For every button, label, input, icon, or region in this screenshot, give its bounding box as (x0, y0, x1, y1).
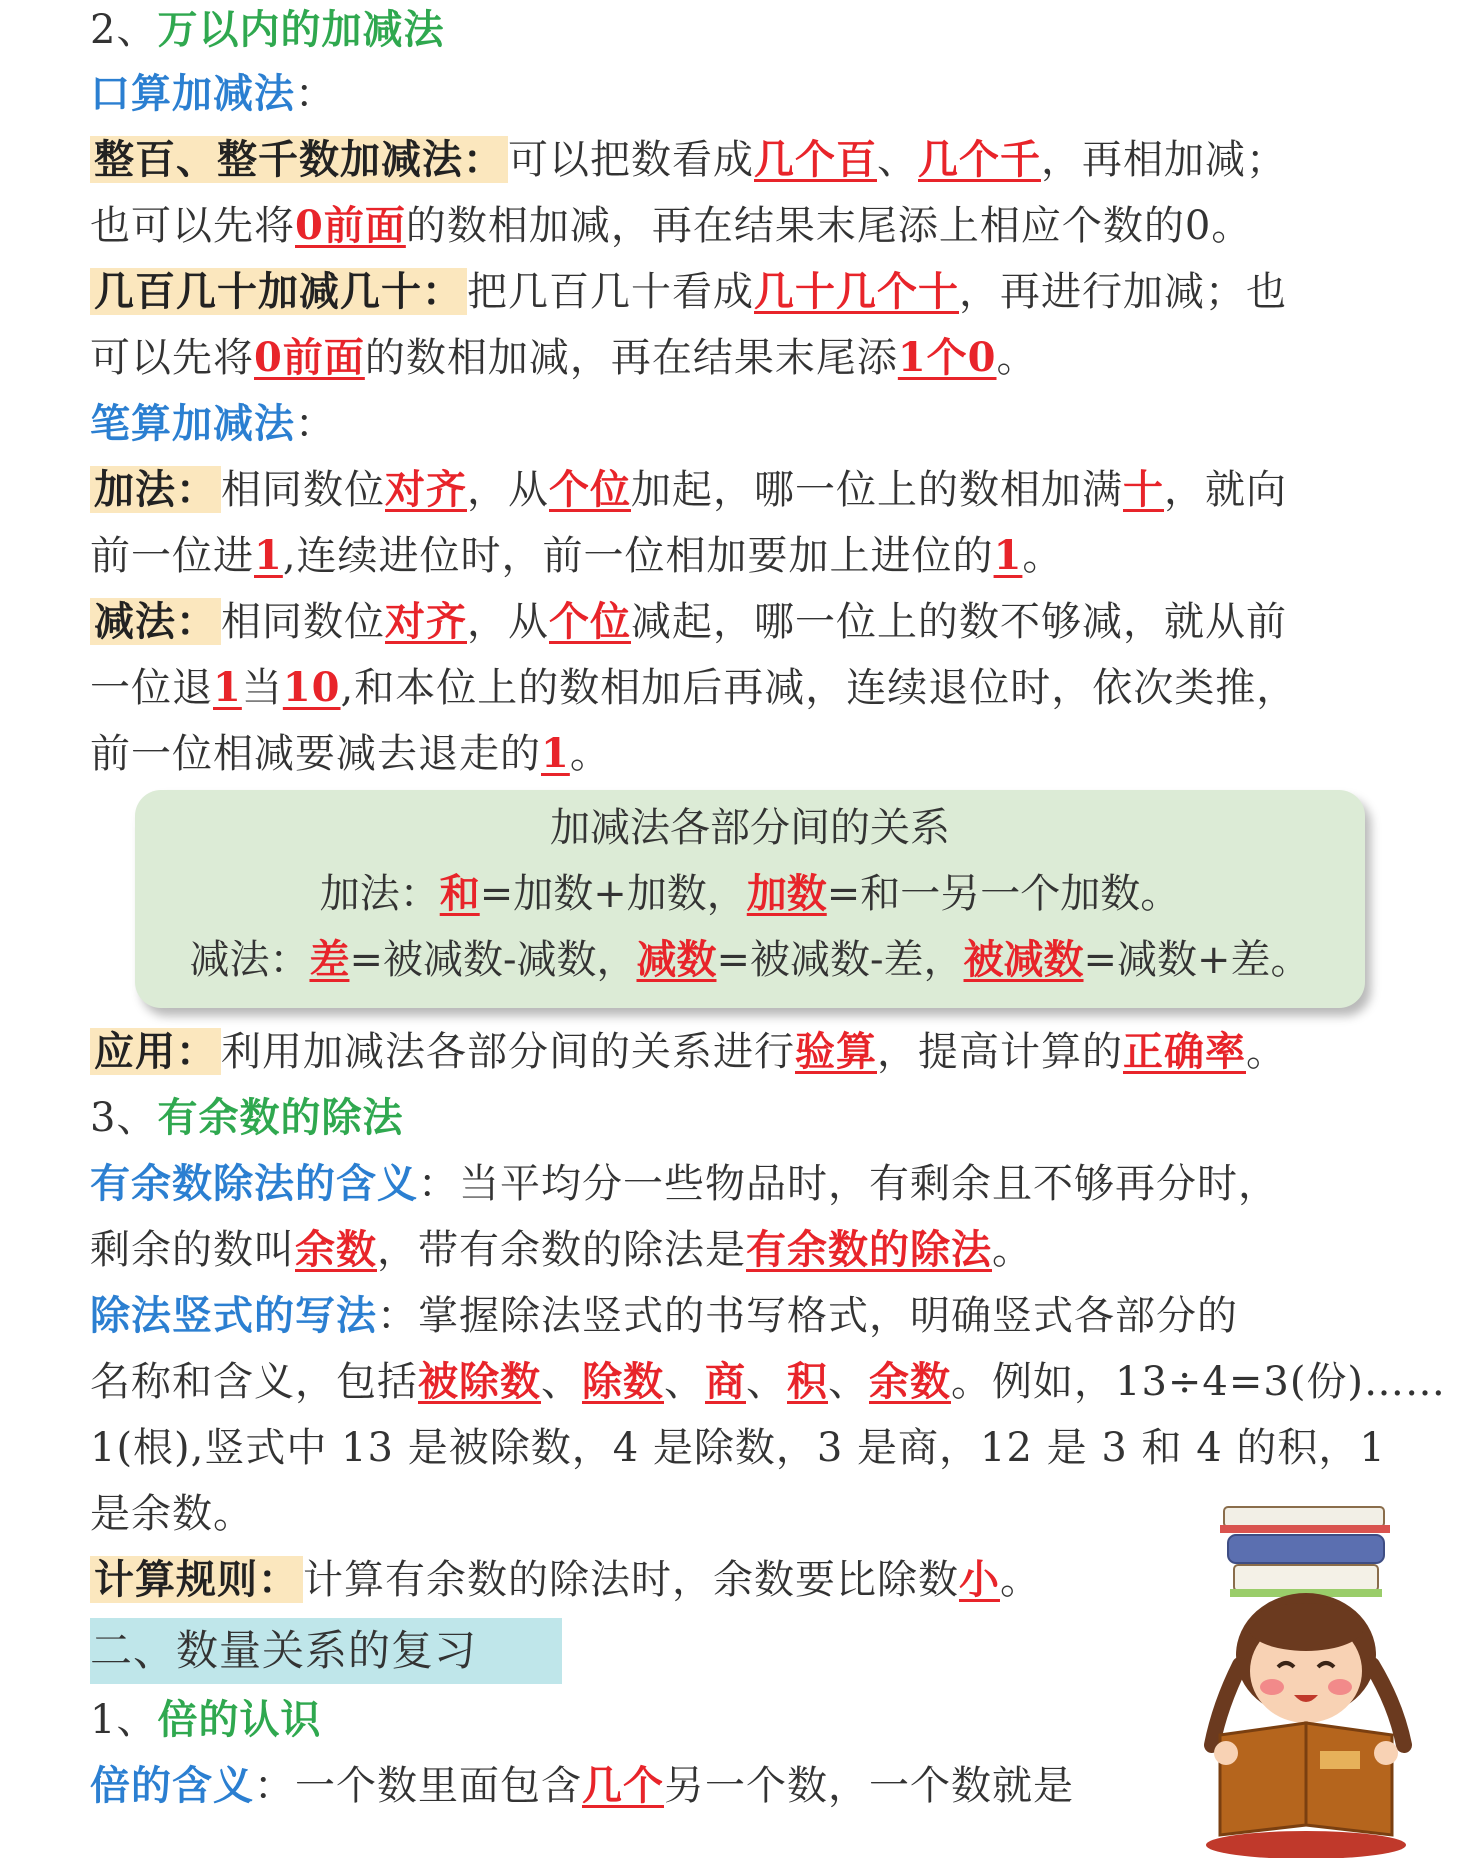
key-term: 积 (787, 1358, 828, 1405)
vertical-form-example-end: 是余数。 (90, 1491, 254, 1537)
key-term: 有余数的除法 (746, 1226, 992, 1273)
section-heading-2: 2、万以内的加减法 (90, 6, 445, 53)
key-term: 余数 (869, 1358, 951, 1405)
written-heading: 笔算加减法： (90, 400, 336, 447)
highlight-label: 加法： (90, 466, 221, 513)
key-term: 1 (213, 664, 242, 711)
section-heading-3: 3、有余数的除法 (90, 1094, 404, 1141)
highlight-label: 减法： (90, 598, 221, 645)
section-heading-1: 1、倍的认识 (90, 1696, 322, 1743)
key-term: 小 (959, 1556, 1000, 1603)
key-term: 验算 (795, 1028, 877, 1075)
key-term: 和 (439, 870, 480, 917)
highlight-label: 应用： (90, 1028, 221, 1075)
tens-para: 几百几十加减几十： 把几百几十看成几十几个十，再进行加减；也 (90, 262, 1287, 322)
key-term: 对齐 (385, 466, 467, 513)
section-title: 倍的认识 (157, 1696, 322, 1743)
key-term: 个位 (549, 598, 631, 645)
key-term: 十 (1123, 466, 1164, 513)
highlight-label: 几百几十加减几十： (90, 268, 467, 315)
whole-hundreds-para-cont: 也可以先将0前面的数相加减，再在结果末尾添上相应个数的0。 (90, 202, 1253, 249)
key-term: 1 (993, 532, 1023, 579)
key-term: 正确率 (1123, 1028, 1246, 1075)
key-term: 加数 (746, 870, 827, 917)
girl-reading-illustration (1190, 1495, 1430, 1858)
relationship-box (135, 790, 1365, 1008)
vertical-form-para: 除法竖式的写法：掌握除法竖式的书写格式，明确竖式各部分的 (90, 1292, 1238, 1339)
subtraction-para-end: 前一位相减要减去退走的1。 (90, 730, 611, 777)
key-term: 差 (309, 936, 350, 983)
key-term: 被除数 (418, 1358, 541, 1405)
key-term: 1 (254, 532, 283, 579)
subtraction-para-cont: 一位退1当10,和本位上的数相加后再减，连续退位时，依次类推， (90, 664, 1298, 711)
subtraction-para: 减法： 相同数位对齐，从个位减起，哪一位上的数不够减，就从前 (90, 592, 1287, 652)
whole-hundreds-para: 整百、整千数加减法： 可以把数看成几个百、几个千，再相加减； (90, 130, 1287, 190)
remainder-meaning-para: 有余数除法的含义：当平均分一些物品时，有剩余且不够再分时， (90, 1160, 1279, 1207)
application-para: 应用： 利用加减法各部分间的关系进行验算，提高计算的正确率。 (90, 1022, 1287, 1082)
key-term: 减数 (636, 936, 717, 983)
key-term: 商 (705, 1358, 746, 1405)
key-term: 余数 (295, 1226, 377, 1273)
oral-heading: 口算加减法： (90, 70, 336, 117)
key-term: 0前面 (295, 202, 406, 249)
key-term: 除数 (582, 1358, 664, 1405)
part-heading: 二、数量关系的复习 (90, 1626, 478, 1675)
addition-para: 加法： 相同数位对齐，从个位加起，哪一位上的数相加满十，就向 (90, 460, 1287, 520)
highlight-label: 计算规则： (90, 1556, 303, 1603)
key-term: 1个0 (897, 334, 997, 381)
section-title: 有余数的除法 (157, 1094, 404, 1141)
key-term: 0前面 (254, 334, 365, 381)
section-title: 万以内的加减法 (157, 6, 445, 53)
key-term: 对齐 (385, 598, 467, 645)
key-term: 几十几个十 (754, 268, 959, 315)
remainder-meaning-para-cont: 剩余的数叫余数，带有余数的除法是有余数的除法。 (90, 1226, 1033, 1273)
relationship-box-title: 加减法各部分间的关系 (550, 805, 950, 851)
relationship-addition: 加法：和=加数+加数，加数=和一另一个加数。 (319, 870, 1181, 917)
highlight-label: 整百、整千数加减法： (90, 136, 508, 183)
key-term: 被减数 (963, 936, 1084, 983)
key-term: 几个百 (754, 136, 877, 183)
vertical-form-example: 1(根),竖式中 13 是被除数，4 是除数，3 是商，12 是 3 和 4 的积，1 (90, 1425, 1386, 1471)
tens-para-cont: 可以先将0前面的数相加减，再在结果末尾添1个0。 (90, 334, 1038, 381)
key-term: 10 (282, 664, 341, 711)
key-term: 个位 (549, 466, 631, 513)
vertical-form-para-cont: 名称和含义，包括被除数、除数、商、积、余数。例如，13÷4=3(份)…… (90, 1358, 1447, 1405)
key-term: 1 (541, 730, 570, 777)
relationship-subtraction: 减法：差=被减数-减数，减数=被减数-差，被减数=减数+差。 (189, 936, 1311, 983)
times-meaning-para: 倍的含义：一个数里面包含几个另一个数，一个数就是 (90, 1762, 1074, 1809)
calc-rule-para: 计算规则： 计算有余数的除法时，余数要比除数小。 (90, 1550, 1041, 1610)
addition-para-cont: 前一位进1,连续进位时，前一位相加要加上进位的1。 (90, 532, 1064, 579)
key-term: 几个千 (918, 136, 1041, 183)
key-term: 几个 (582, 1762, 664, 1809)
